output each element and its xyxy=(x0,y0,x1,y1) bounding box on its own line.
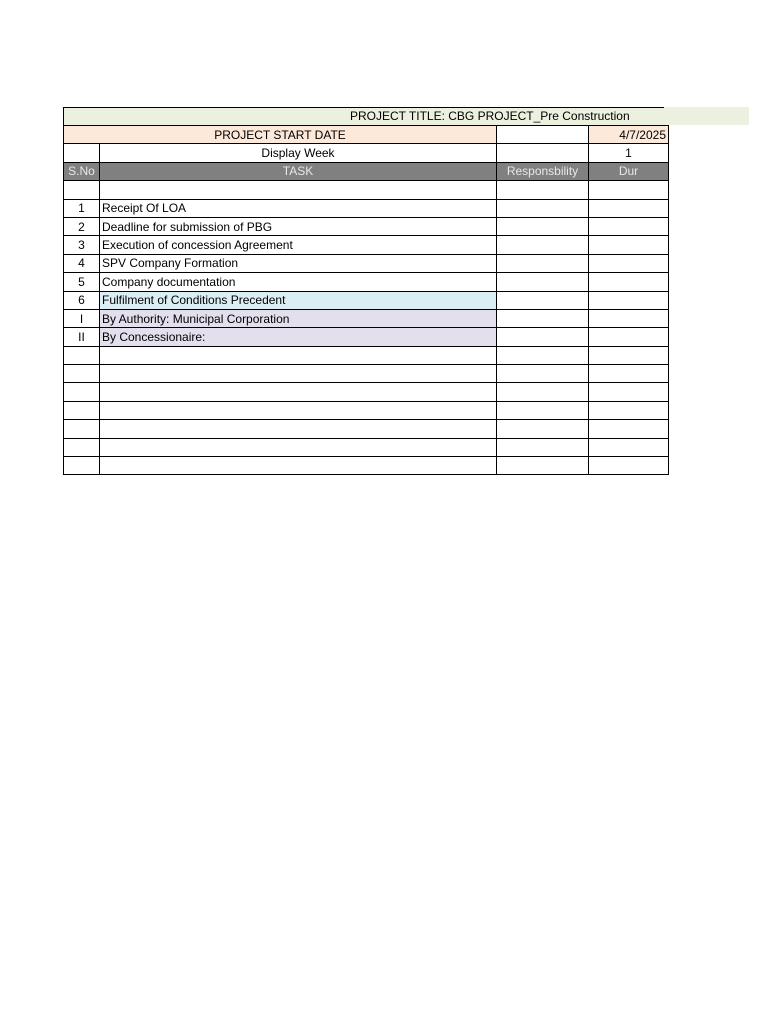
sno-cell[interactable]: 2 xyxy=(64,217,100,235)
responsibility-cell[interactable] xyxy=(497,328,589,346)
table-row xyxy=(64,199,669,217)
sno-cell[interactable]: 6 xyxy=(64,291,100,309)
task-cell[interactable]: Fulfilment of Conditions Precedent xyxy=(100,291,497,309)
responsibility-cell[interactable] xyxy=(497,438,589,456)
task-cell[interactable] xyxy=(100,420,497,438)
task-cell[interactable]: SPV Company Formation xyxy=(100,254,497,272)
display-week-resp-cell[interactable] xyxy=(497,144,589,162)
table-row xyxy=(64,328,669,346)
table-row xyxy=(64,254,669,272)
task-rows xyxy=(64,181,669,475)
task-cell[interactable] xyxy=(100,181,497,199)
sno-cell[interactable] xyxy=(64,457,100,475)
task-cell[interactable]: By Concessionaire: xyxy=(100,328,497,346)
table-row xyxy=(64,273,669,291)
task-cell[interactable]: Company documentation xyxy=(100,273,497,291)
table-row xyxy=(64,383,669,401)
responsibility-cell[interactable] xyxy=(497,291,589,309)
duration-cell[interactable] xyxy=(589,457,669,475)
duration-cell[interactable] xyxy=(589,254,669,272)
task-cell[interactable] xyxy=(100,383,497,401)
task-cell[interactable] xyxy=(100,365,497,383)
duration-cell[interactable] xyxy=(589,346,669,364)
display-week-label[interactable]: Display Week xyxy=(100,144,497,162)
table-row xyxy=(64,346,669,364)
duration-cell[interactable] xyxy=(589,199,669,217)
start-date-value[interactable]: 4/7/2025 xyxy=(589,126,669,144)
display-week-blank-cell[interactable] xyxy=(64,144,100,162)
header-row xyxy=(64,162,669,180)
duration-cell[interactable] xyxy=(589,236,669,254)
header-sno[interactable]: S.No xyxy=(64,162,100,180)
responsibility-cell[interactable] xyxy=(497,181,589,199)
duration-cell[interactable] xyxy=(589,273,669,291)
duration-cell[interactable] xyxy=(589,365,669,383)
responsibility-cell[interactable] xyxy=(497,254,589,272)
table-row xyxy=(64,420,669,438)
sno-cell[interactable]: 5 xyxy=(64,273,100,291)
project-title[interactable]: PROJECT TITLE: CBG PROJECT_Pre Construction xyxy=(350,109,630,123)
table-row xyxy=(64,401,669,419)
table-row xyxy=(64,291,669,309)
duration-cell[interactable] xyxy=(589,420,669,438)
table-row xyxy=(64,438,669,456)
start-date-blank-cell[interactable] xyxy=(497,126,589,144)
responsibility-cell[interactable] xyxy=(497,199,589,217)
responsibility-cell[interactable] xyxy=(497,401,589,419)
duration-cell[interactable] xyxy=(589,291,669,309)
table-row xyxy=(64,181,669,199)
table-row xyxy=(64,236,669,254)
sno-cell[interactable]: 1 xyxy=(64,199,100,217)
sno-cell[interactable] xyxy=(64,365,100,383)
header-duration[interactable]: Dur xyxy=(589,162,669,180)
duration-cell[interactable] xyxy=(589,181,669,199)
task-grid xyxy=(63,125,669,475)
responsibility-cell[interactable] xyxy=(497,309,589,327)
table-row xyxy=(64,365,669,383)
sno-cell[interactable]: 4 xyxy=(64,254,100,272)
start-date-label[interactable]: PROJECT START DATE xyxy=(64,126,497,144)
table-row xyxy=(64,309,669,327)
sno-cell[interactable]: 3 xyxy=(64,236,100,254)
duration-cell[interactable] xyxy=(589,401,669,419)
sno-cell[interactable] xyxy=(64,401,100,419)
task-cell[interactable]: Receipt Of LOA xyxy=(100,199,497,217)
responsibility-cell[interactable] xyxy=(497,236,589,254)
duration-cell[interactable] xyxy=(589,438,669,456)
task-cell[interactable] xyxy=(100,457,497,475)
sno-cell[interactable] xyxy=(64,346,100,364)
sno-cell[interactable]: I xyxy=(64,309,100,327)
task-cell[interactable]: Execution of concession Agreement xyxy=(100,236,497,254)
sno-cell[interactable] xyxy=(64,383,100,401)
display-week-row xyxy=(64,144,669,162)
responsibility-cell[interactable] xyxy=(497,457,589,475)
sno-cell[interactable] xyxy=(64,438,100,456)
responsibility-cell[interactable] xyxy=(497,420,589,438)
table-row xyxy=(64,217,669,235)
duration-cell[interactable] xyxy=(589,328,669,346)
task-cell[interactable] xyxy=(100,346,497,364)
responsibility-cell[interactable] xyxy=(497,217,589,235)
responsibility-cell[interactable] xyxy=(497,273,589,291)
header-task[interactable]: TASK xyxy=(100,162,497,180)
table-row xyxy=(64,457,669,475)
task-cell[interactable] xyxy=(100,401,497,419)
task-cell[interactable]: Deadline for submission of PBG xyxy=(100,217,497,235)
task-cell[interactable]: By Authority: Municipal Corporation xyxy=(100,309,497,327)
sno-cell[interactable] xyxy=(64,181,100,199)
duration-cell[interactable] xyxy=(589,217,669,235)
duration-cell[interactable] xyxy=(589,309,669,327)
sno-cell[interactable]: II xyxy=(64,328,100,346)
display-week-value[interactable]: 1 xyxy=(589,144,669,162)
task-cell[interactable] xyxy=(100,438,497,456)
sno-cell[interactable] xyxy=(64,420,100,438)
start-date-row xyxy=(64,126,669,144)
duration-cell[interactable] xyxy=(589,383,669,401)
responsibility-cell[interactable] xyxy=(497,346,589,364)
responsibility-cell[interactable] xyxy=(497,383,589,401)
header-responsibility[interactable]: Responsbility xyxy=(497,162,589,180)
responsibility-cell[interactable] xyxy=(497,365,589,383)
